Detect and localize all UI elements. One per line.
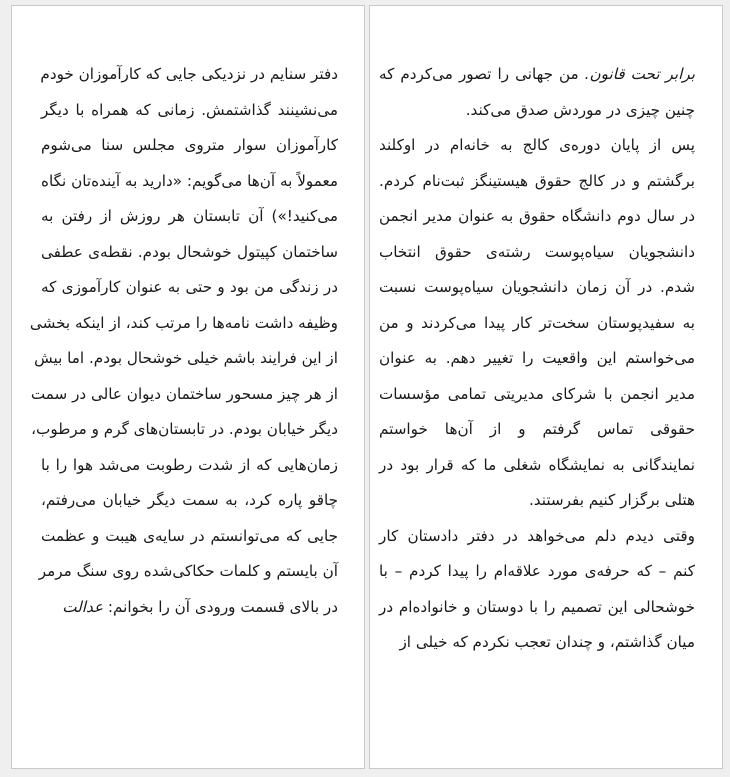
right-page — [369, 5, 723, 769]
text-line — [379, 554, 695, 590]
text-run: می‌کنید!») آن تابستان هر روزش از رفتن به — [41, 207, 338, 225]
text-line — [41, 164, 338, 200]
text-run: شدم. در آن زمان دانشجویان سیاه‌پوست نسبت — [379, 278, 695, 296]
text-run: پس از پایان دوره‌ی کالج به خانه‌ام در اوکلند — [379, 136, 695, 154]
text-line — [379, 199, 695, 235]
text-run: هتلی برگزار کنیم بفرستند. — [528, 491, 695, 509]
text-run: به سفیدپوستان سخت‌تر کار پیدا می‌کردند و من — [379, 313, 695, 332]
text-run: دیگر خیابان بودم. در تابستان‌های گرم و مرطوب، — [31, 420, 338, 438]
italic-text-run: عدالت — [62, 597, 104, 616]
text-run: کنم – که حرفه‌ی مورد علاقه‌ام را پیدا کردم – با — [379, 562, 695, 580]
text-line — [379, 483, 695, 519]
text-line — [379, 93, 695, 129]
text-run: در بالای قسمت ورودی آن را بخوانم: — [103, 597, 338, 616]
text-line — [41, 128, 338, 164]
text-line — [379, 341, 695, 377]
text-run: از این فرایند باشم خیلی خوشحال بودم. اما بیش — [34, 349, 338, 367]
text-run: از هر چیز مسحور ساختمان دیوان عالی در سمت — [30, 384, 338, 403]
text-run: دانشجویان سیاه‌پوست رشته‌ی حقوق انتخاب — [379, 242, 695, 261]
text-line — [41, 590, 338, 626]
right-page-text — [379, 57, 695, 661]
text-run: معمولاً به آن‌ها می‌گویم: «دارید به آینده‌تان نگاه — [41, 171, 338, 190]
text-line — [379, 377, 695, 413]
text-run: حقوقی تماس گرفتم و از آن‌ها خواستم — [379, 420, 695, 438]
text-line — [41, 519, 338, 555]
text-line — [34, 341, 338, 377]
text-run: در سال دوم دانشگاه حقوق به عنوان مدیر انجمن — [379, 207, 695, 225]
text-run: من جهانی را تصور می‌کردم که — [379, 65, 585, 83]
text-line — [379, 519, 695, 555]
text-line — [379, 625, 695, 661]
text-line — [379, 448, 695, 484]
text-run: جایی که می‌توانستم در سایه‌ی هیبت و عظمت — [41, 526, 338, 545]
text-line — [29, 306, 338, 342]
text-line — [41, 235, 338, 271]
text-line — [41, 199, 338, 235]
text-run: ساختمان کپیتول خوشحال بودم. نقطه‌ی عطفی — [41, 242, 338, 261]
text-run: می‌خواستم این واقعیت را تغییر دهم. به عنوان — [379, 349, 695, 367]
text-line — [41, 270, 338, 306]
text-line — [30, 377, 338, 413]
left-page — [11, 5, 365, 769]
text-run: آن بایستم و کلمات حکاکی‌شده روی سنگ مرمر — [38, 562, 338, 580]
text-run: کارآموزان سوار متروی مجلس سنا می‌شوم — [41, 136, 338, 154]
text-run: چاقو پاره کرد، به سمت دیگر خیابان می‌رفتم، — [41, 491, 338, 509]
text-line — [379, 590, 695, 626]
text-line — [31, 412, 338, 448]
left-page-text — [29, 57, 338, 625]
text-run: می‌نشینند گذاشتمش. زمانی که همراه با دیگر — [41, 100, 338, 119]
text-line — [379, 164, 695, 200]
text-line — [41, 448, 338, 484]
text-line — [379, 235, 695, 271]
text-run: در زندگی من بود و حتی به عنوان کارآموزی که — [41, 278, 338, 296]
text-line — [41, 93, 338, 129]
text-run: مدیر انجمن با شرکای مدیریتی تمامی مؤسسات — [379, 384, 695, 403]
text-run: نمایندگانی به نمایشگاه شغلی ما که قرار بود در — [379, 455, 695, 474]
text-run: وظیفه داشت نامه‌ها را مرتب کند، از اینکه بخشی — [29, 313, 338, 332]
text-run: وقتی دیدم دلم می‌خواهد در دفتر دادستان کار — [379, 526, 695, 545]
text-line — [41, 57, 338, 93]
text-line — [38, 554, 338, 590]
text-run: زمان‌هایی که از شدت رطوبت می‌شد هوا را با — [41, 455, 338, 474]
text-line — [379, 128, 695, 164]
text-line — [379, 57, 695, 93]
text-line — [41, 483, 338, 519]
text-run: میان گذاشتم، و چندان تعجب نکردم که خیلی از — [399, 633, 695, 651]
text-run: خوشحالی این تصمیم را با دوستان و خانواده‌ام در — [379, 597, 695, 616]
text-line — [379, 306, 695, 342]
text-run: چنین چیزی در موردش صدق می‌کند. — [465, 100, 695, 119]
italic-text-run: برابر تحت قانون. — [584, 65, 695, 83]
text-run: برگشتم و در کالج حقوق هیستینگز ثبت‌نام کردم. — [379, 171, 695, 190]
text-line — [379, 412, 695, 448]
text-line — [379, 270, 695, 306]
text-run: دفتر سنایم در نزدیکی جایی که کارآموزان خودم — [40, 65, 338, 83]
